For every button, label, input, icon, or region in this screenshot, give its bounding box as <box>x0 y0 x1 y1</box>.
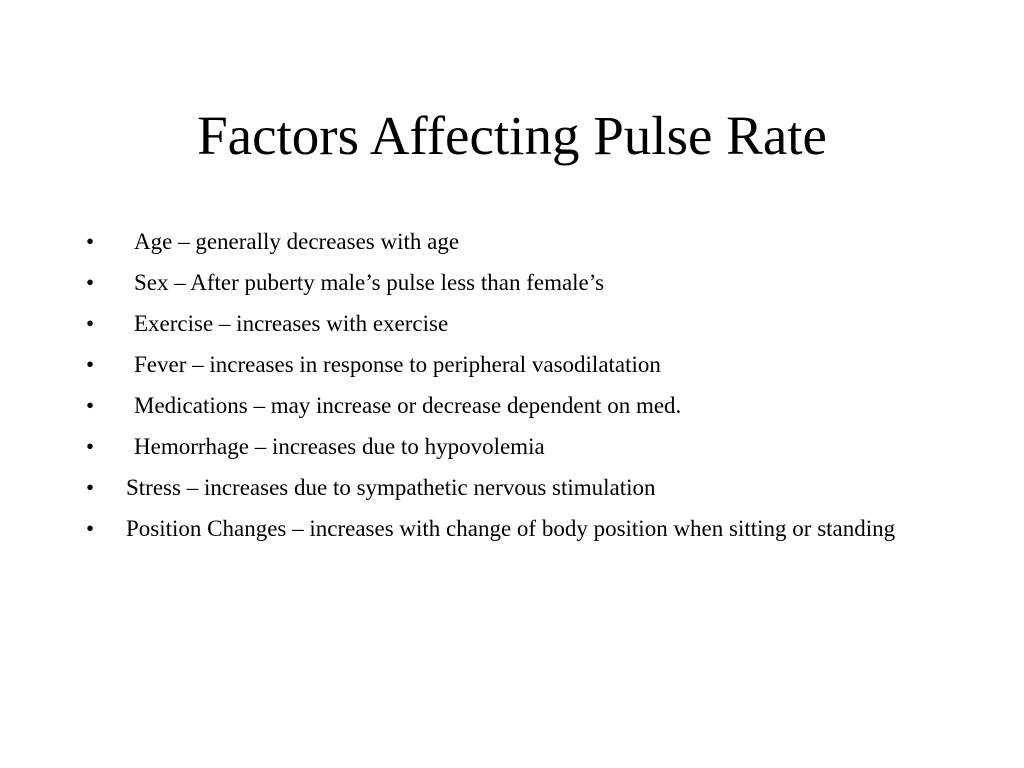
bullet-item-medications <box>84 389 944 422</box>
bullet-item-age <box>84 225 944 258</box>
slide-title: Factors Affecting Pulse Rate <box>197 105 827 166</box>
bullet-icon: • <box>86 311 95 336</box>
bullet-item-fever <box>84 348 944 381</box>
bullet-icon: • <box>86 434 95 459</box>
bullet-text: Fever – increases in response to peripheral vasodilatation <box>134 352 661 377</box>
bullet-text: Medications – may increase or decrease dependent on med. <box>134 393 682 418</box>
bullet-icon: • <box>86 516 95 541</box>
bullet-text: Exercise – increases with exercise <box>134 311 449 336</box>
bullet-item-stress <box>84 471 944 504</box>
bullet-icon: • <box>86 475 95 500</box>
bullet-text: Age – generally decreases with age <box>134 229 460 254</box>
bullet-item-exercise <box>84 307 944 340</box>
bullet-icon: • <box>86 393 95 418</box>
bullet-item-sex <box>84 266 944 299</box>
bullet-text: Position Changes – increases with change of body position when sitting or standing <box>126 516 896 541</box>
bullet-icon: • <box>86 270 95 295</box>
bullet-item-position-changes <box>84 512 944 545</box>
bullet-list <box>84 225 944 553</box>
bullet-text: Hemorrhage – increases due to hypovolemia <box>134 434 545 459</box>
bullet-item-hemorrhage <box>84 430 944 463</box>
bullet-icon: • <box>86 352 95 377</box>
bullet-text: Sex – After puberty male’s pulse less than female’s <box>134 270 605 295</box>
bullet-text: Stress – increases due to sympathetic nervous stimulation <box>126 475 656 500</box>
bullet-icon: • <box>86 229 95 254</box>
